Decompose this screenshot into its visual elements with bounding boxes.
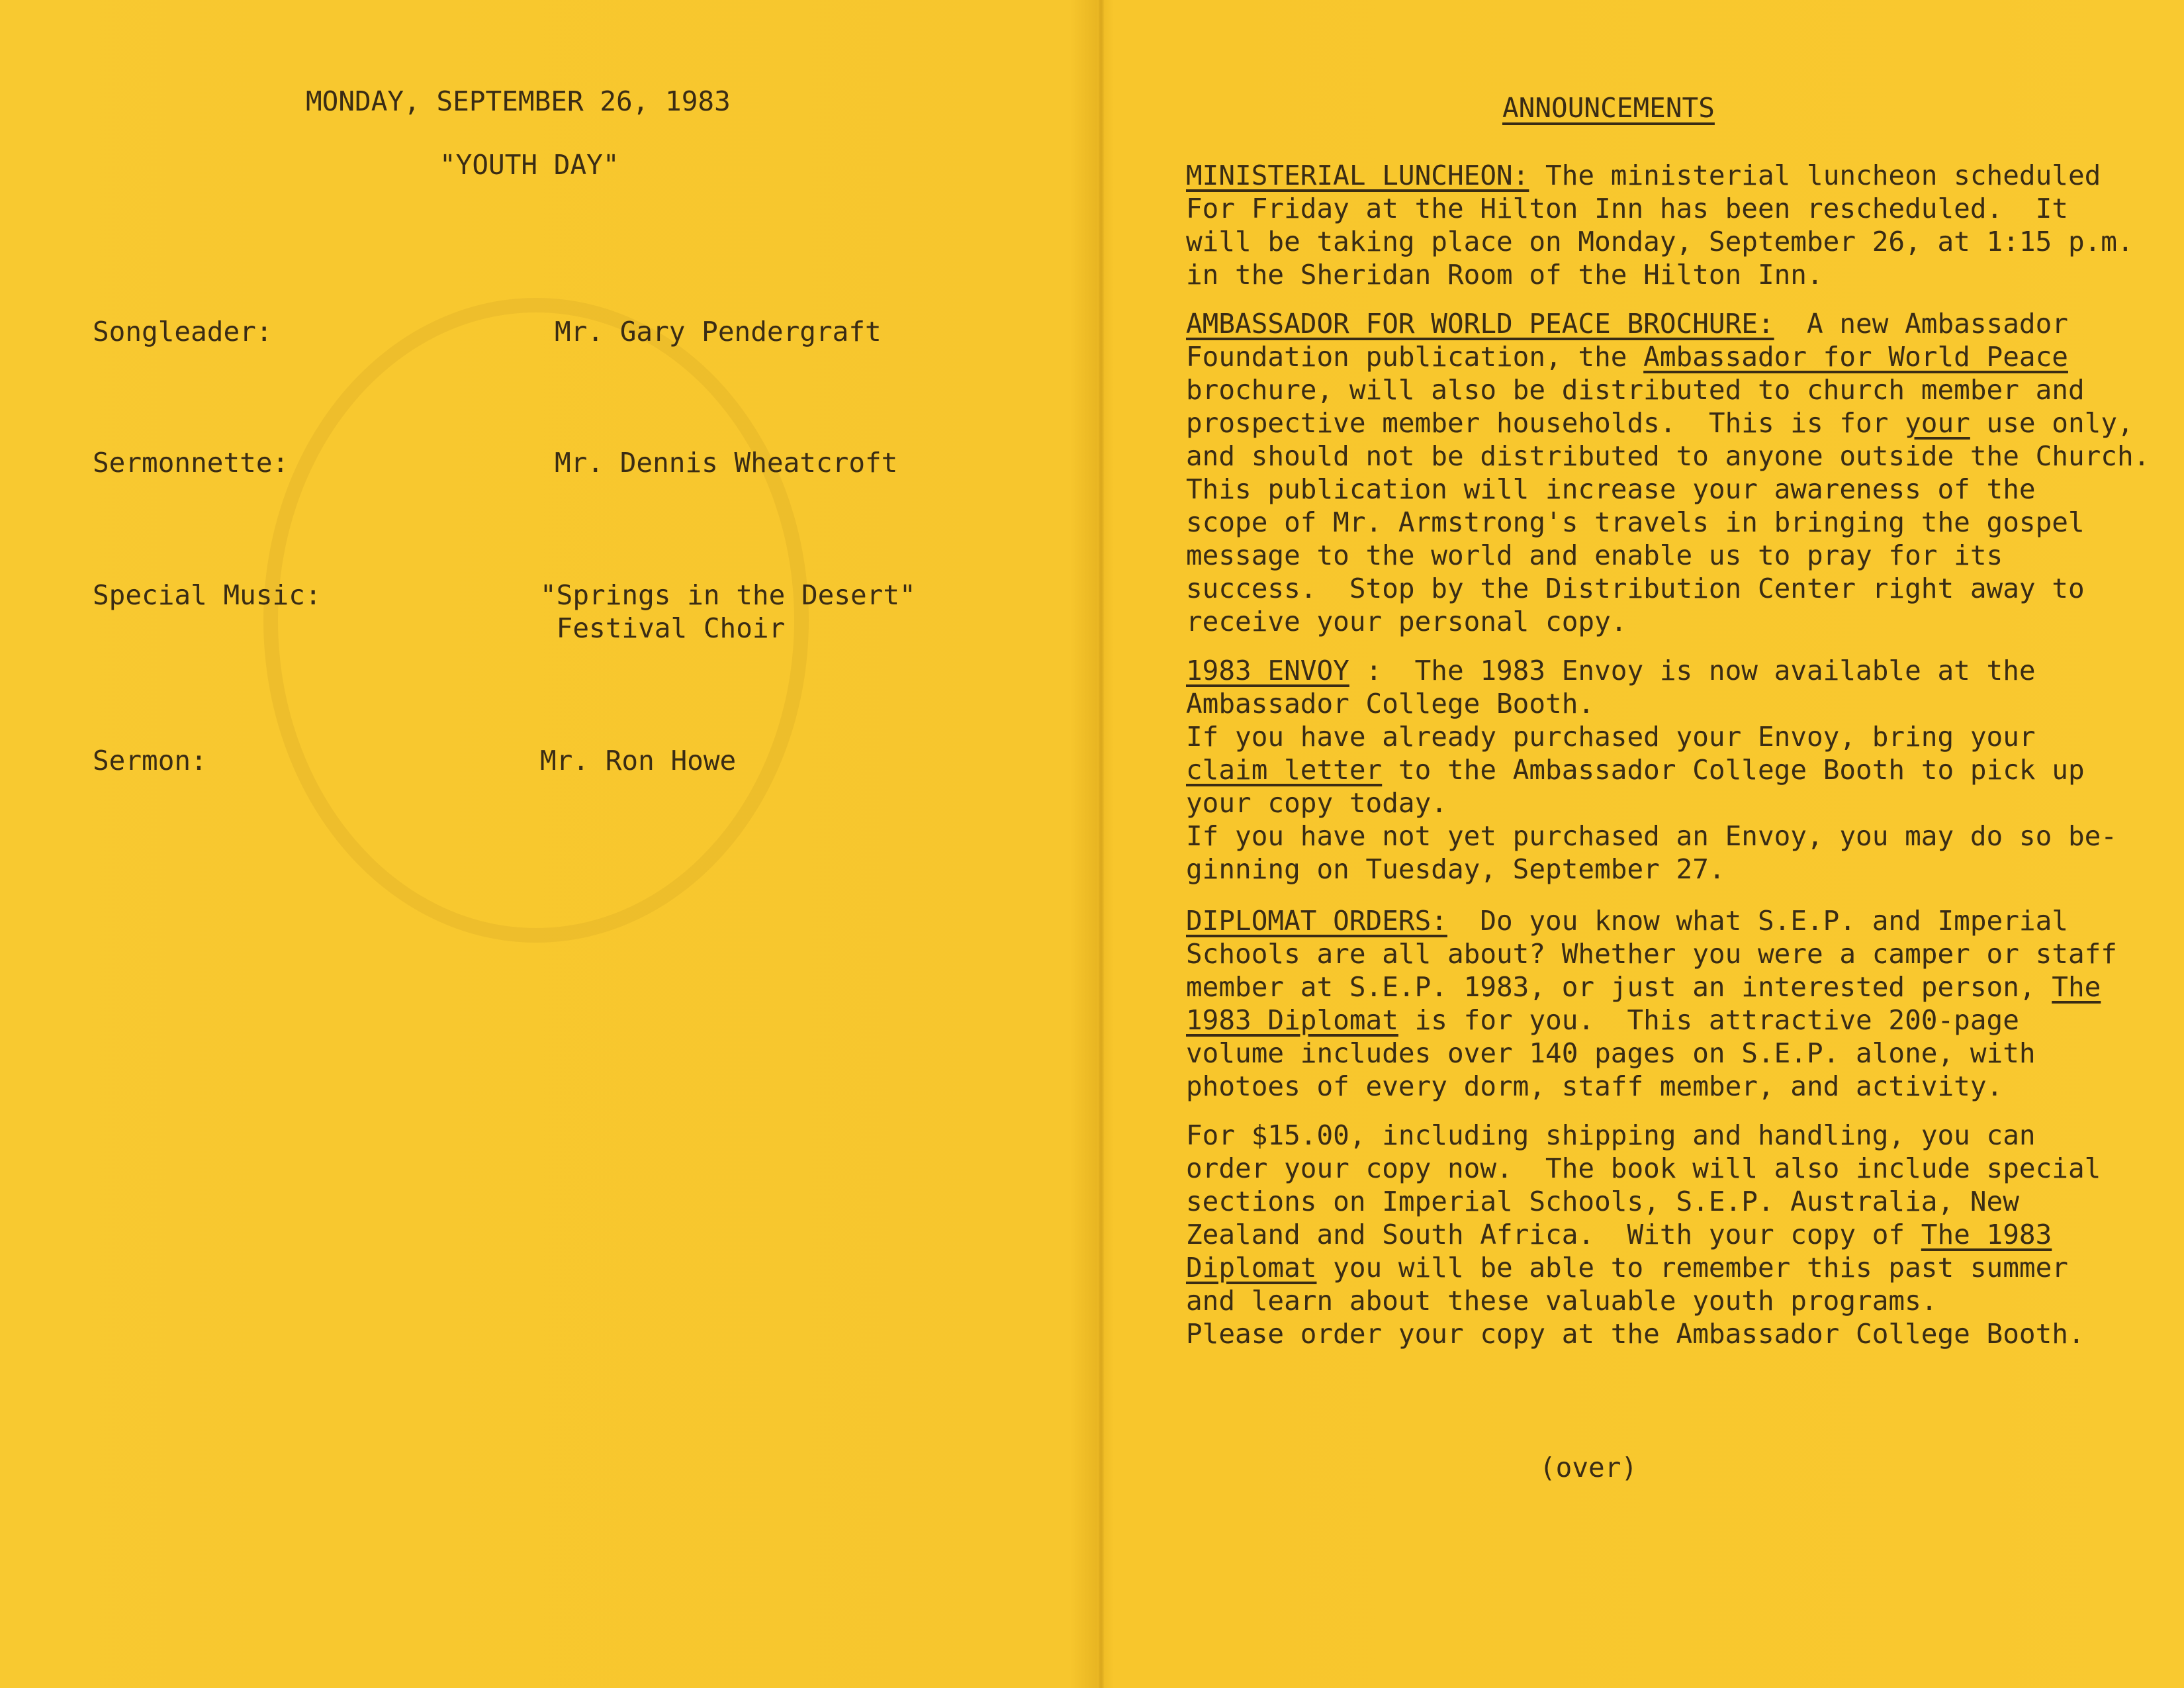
order-line: For $15.00, including shipping and handling, you can — [1186, 1119, 2036, 1151]
role-special-music-performer: Festival Choir — [540, 612, 786, 644]
luncheon-line: The ministerial luncheon scheduled — [1529, 160, 2101, 191]
order-line: you will be able to remember this past summer — [1316, 1252, 2068, 1284]
service-date: MONDAY, SEPTEMBER 26, 1983 — [306, 85, 731, 117]
brochure-line: A new Ambassador — [1774, 308, 2068, 340]
envoy-line: If you have not yet purchased an Envoy, you may do so be- — [1186, 820, 2117, 852]
envoy-line: your copy today. — [1186, 787, 1447, 819]
brochure-line: brochure, will also be distributed to church member and — [1186, 374, 2085, 406]
envoy-line: to the Ambassador College Booth to pick up — [1382, 754, 2085, 786]
diplomat-line: volume includes over 140 pages on S.E.P. alone, with — [1186, 1037, 2036, 1069]
announcement-luncheon — [1186, 159, 2165, 291]
diplomat-line: Do you know what S.E.P. and Imperial — [1447, 905, 2068, 937]
brochure-publication-title: Ambassador for World Peace — [1643, 341, 2068, 373]
announcement-envoy — [1186, 654, 2165, 886]
diplomat-line: is for you. This attractive 200-page — [1398, 1004, 2019, 1036]
envoy-heading: 1983 ENVOY — [1186, 655, 1349, 686]
order-line: and learn about these valuable youth programs. — [1186, 1285, 1938, 1317]
envoy-line: ginning on Tuesday, September 27. — [1186, 853, 1725, 885]
service-theme: "YOUTH DAY" — [439, 149, 619, 181]
brochure-line: This publication will increase your awareness of the — [1186, 473, 2036, 505]
brochure-line: scope of Mr. Armstrong's travels in bringing the gospel — [1186, 506, 2085, 538]
luncheon-heading: MINISTERIAL LUNCHEON: — [1186, 160, 1529, 191]
diplomat-title-part: 1983 Diplomat — [1186, 1004, 1398, 1036]
announcement-diplomat — [1186, 904, 2165, 1103]
brochure-line: prospective member households. This is for — [1186, 407, 1905, 439]
role-songleader-label: Songleader: — [93, 316, 273, 348]
order-diplomat-title: The 1983 — [1921, 1219, 2052, 1250]
role-sermonnette-name: Mr. Dennis Wheatcroft — [555, 447, 898, 479]
order-line: Zealand and South Africa. With your copy of — [1186, 1219, 1921, 1250]
role-special-music-title: "Springs in the Desert" — [540, 579, 916, 611]
brochure-heading: AMBASSADOR FOR WORLD PEACE BROCHURE: — [1186, 308, 1774, 340]
center-fold — [1099, 0, 1104, 1688]
luncheon-line: For Friday at the Hilton Inn has been rescheduled. It — [1186, 193, 2068, 224]
page-turn-note: (over) — [1539, 1452, 1638, 1483]
diplomat-title-part: The — [2052, 971, 2101, 1003]
brochure-line: success. Stop by the Distribution Center right away to — [1186, 573, 2085, 604]
order-line: sections on Imperial Schools, S.E.P. Australia, New — [1186, 1186, 2019, 1217]
announcement-brochure — [1186, 307, 2165, 638]
diplomat-line: photoes of every dorm, staff member, and activity. — [1186, 1070, 2003, 1102]
luncheon-line: in the Sheridan Room of the Hilton Inn. — [1186, 259, 1823, 291]
brochure-line: and should not be distributed to anyone outside the Church. — [1186, 440, 2150, 472]
brochure-line: Foundation publication, the — [1186, 341, 1644, 373]
envoy-line: If you have already purchased your Envoy, bring your — [1186, 721, 2036, 753]
brochure-line: receive your personal copy. — [1186, 606, 1627, 637]
brochure-line: use only, — [1970, 407, 2134, 439]
envoy-line: Ambassador College Booth. — [1186, 688, 1595, 720]
role-songleader-name: Mr. Gary Pendergraft — [555, 316, 882, 348]
luncheon-line: will be taking place on Monday, September 26, at 1:15 p.m. — [1186, 226, 2134, 258]
announcement-order — [1186, 1119, 2165, 1350]
envoy-claim-letter: claim letter — [1186, 754, 1383, 786]
diplomat-heading: DIPLOMAT ORDERS: — [1186, 905, 1447, 937]
brochure-emphasis: your — [1905, 407, 1970, 439]
diplomat-line: Schools are all about? Whether you were a camper or staff — [1186, 938, 2117, 970]
brochure-line: message to the world and enable us to pray for its — [1186, 539, 2003, 571]
role-sermon-name: Mr. Ron Howe — [540, 745, 737, 776]
order-diplomat-title: Diplomat — [1186, 1252, 1317, 1284]
order-line: Please order your copy at the Ambassador College Booth. — [1186, 1318, 2085, 1350]
diplomat-line: member at S.E.P. 1983, or just an interested person, — [1186, 971, 2052, 1003]
role-sermonnette-label: Sermonnette: — [93, 447, 289, 479]
announcements-title: ANNOUNCEMENTS — [1502, 92, 1715, 124]
envoy-line: : The 1983 Envoy is now available at the — [1349, 655, 2036, 686]
role-special-music-label: Special Music: — [93, 579, 322, 611]
role-sermon-label: Sermon: — [93, 745, 207, 776]
order-line: order your copy now. The book will also include special — [1186, 1152, 2101, 1184]
